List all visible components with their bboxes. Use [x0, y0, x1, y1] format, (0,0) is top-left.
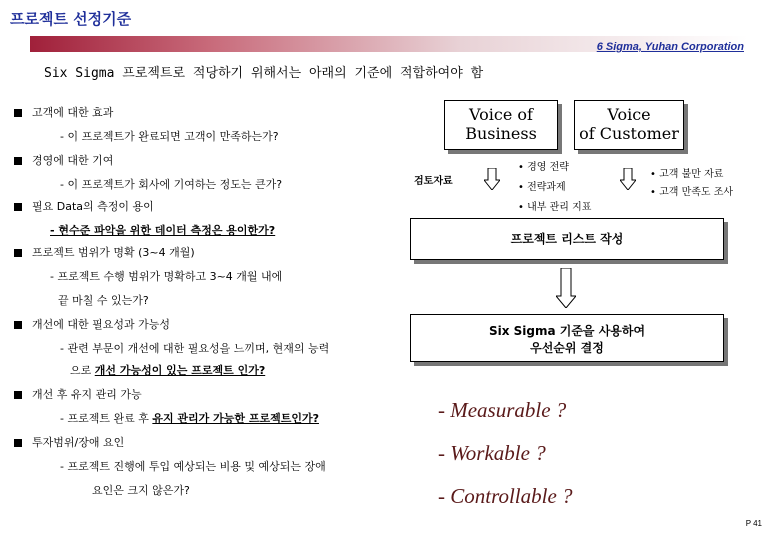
bullet-icon — [14, 109, 22, 117]
criterion-detail-emphasis: 유지 관리가 가능한 프로젝트인가? — [152, 412, 319, 425]
arrow-down-icon — [620, 168, 636, 190]
criterion-label: 고객에 대한 효과 — [32, 106, 114, 119]
criterion-3 — [14, 198, 154, 214]
criterion-label: 경영에 대한 기여 — [32, 154, 114, 167]
criterion-detail: - 현수준 파악을 위한 데이터 측정은 용이한가? — [50, 224, 276, 237]
criterion-1 — [14, 104, 113, 120]
criterion-label: 필요 Data의 측정이 용이 — [32, 200, 154, 213]
criterion-detail: - 프로젝트 진행에 투입 예상되는 비용 및 예상되는 장애 — [60, 460, 326, 473]
criterion-detail — [60, 410, 319, 426]
project-list-box: 프로젝트 리스트 작성 — [410, 218, 724, 260]
criterion-5 — [14, 316, 170, 332]
business-item: • 내부 관리 지표 — [518, 202, 592, 213]
bullet-icon — [14, 321, 22, 329]
arrow-down-icon — [556, 268, 576, 308]
criterion-6 — [14, 386, 142, 402]
business-item: • 경영 전략 — [518, 162, 569, 173]
check-controllable: - Controllable ? — [438, 484, 573, 508]
criterion-7 — [14, 434, 124, 450]
bullet-icon — [14, 439, 22, 447]
page-title: 프로젝트 선정기준 — [10, 10, 132, 28]
bullet-icon — [14, 249, 22, 257]
business-items — [518, 158, 591, 218]
customer-item: • 고객 불만 자료 — [650, 169, 724, 180]
check-measurable: - Measurable ? — [438, 398, 567, 422]
criterion-detail: - 이 프로젝트가 회사에 기여하는 정도는 큰가? — [60, 178, 283, 191]
criteria-box-line-2: 우선순위 결정 — [530, 341, 604, 355]
criteria-priority-box — [410, 314, 724, 362]
voice-business-line-2: Business — [465, 124, 537, 143]
page-number: P 41 — [745, 519, 762, 528]
criterion-detail: - 관련 부문이 개선에 대한 필요성을 느끼며, 현재의 능력 — [60, 342, 330, 355]
criteria-box-line-1: Six Sigma 기준을 사용하여 — [488, 324, 646, 338]
bullet-icon — [14, 391, 22, 399]
customer-item: • 고객 만족도 조사 — [650, 187, 734, 198]
bullet-icon — [14, 203, 22, 211]
criterion-detail: - 이 프로젝트가 완료되면 고객이 만족하는가? — [60, 130, 279, 143]
check-workable: - Workable ? — [438, 441, 546, 465]
criterion-detail: 요인은 크지 않은가? — [92, 484, 190, 497]
criterion-detail — [70, 362, 265, 378]
criterion-label: 프로젝트 범위가 명확 (3~4 개월) — [32, 246, 195, 259]
voice-customer-line-2: of Customer — [579, 124, 679, 143]
subtitle: Six Sigma 프로젝트로 적당하기 위해서는 아래의 기준에 적합하여야 함 — [44, 66, 484, 81]
criterion-2 — [14, 152, 113, 168]
business-item: • 전략과제 — [518, 182, 566, 193]
criterion-4 — [14, 244, 195, 260]
bullet-icon — [14, 157, 22, 165]
criterion-detail-prefix: 으로 — [70, 364, 95, 377]
criterion-detail-emphasis: 개선 가능성이 있는 프로젝트 인가? — [94, 364, 266, 377]
criterion-label: 투자범위/장애 요인 — [32, 436, 125, 449]
voice-business-line-1: Voice of — [469, 105, 533, 124]
criterion-detail: 끝 마칠 수 있는가? — [58, 294, 149, 307]
corporation-label: 6 Sigma, Yuhan Corporation — [596, 41, 744, 53]
customer-items — [650, 166, 733, 202]
criterion-label: 개선에 대한 필요성과 가능성 — [32, 318, 171, 331]
review-label: 검토자료 — [414, 176, 453, 187]
voice-customer-line-1: Voice — [607, 105, 651, 124]
arrow-down-icon — [484, 168, 500, 190]
voice-of-customer-box — [574, 100, 684, 150]
criterion-detail: - 프로젝트 수행 범위가 명확하고 3~4 개월 내에 — [50, 270, 283, 283]
voice-of-business-box — [444, 100, 558, 150]
criterion-label: 개선 후 유지 관리 가능 — [32, 388, 142, 401]
criterion-detail-prefix: - 프로젝트 완료 후 — [60, 412, 153, 425]
